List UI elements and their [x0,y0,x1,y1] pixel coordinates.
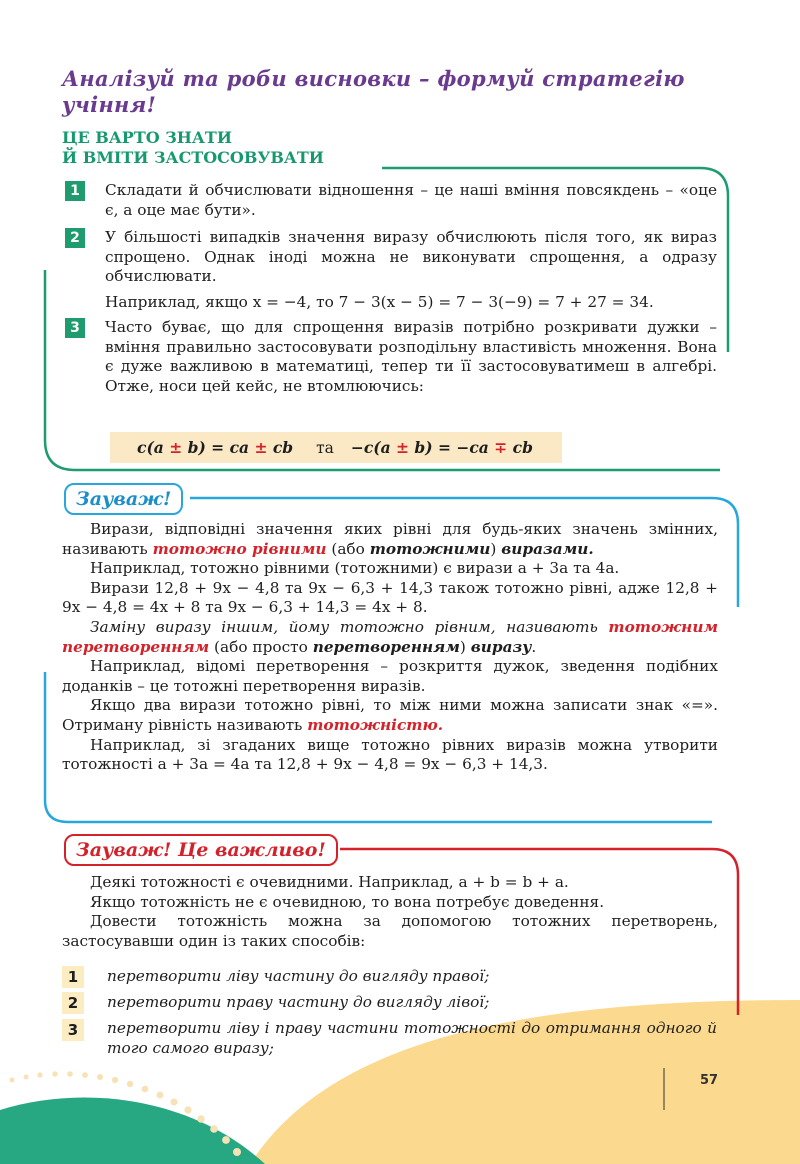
know-box-title-line1: ЦЕ ВАРТО ЗНАТИ [62,128,232,147]
know-item-3-text: Часто буває, що для спрощення виразів потрібно розкривати дужки – вміння правильно застосовувати розподільну властивість множення. Вона є дуже важливою в математиці, тепер ти її застосовуватимеш в алгебрі. Отже, носи цей кейс, не втомлюючись: [105,318,717,395]
method-3-text: перетворити ліву і праву частини тотожності до отримання одного й того самого виразу; [107,1019,717,1057]
formula-left-part3: cb [267,438,294,457]
section-heading-line2: учіння! [62,92,157,117]
note1-p4-text-b: (або просто [209,637,313,656]
formula-connector: та [316,439,334,457]
term-identical-transformation: тотожним перетворенням [62,617,718,656]
note1-p1-text-c: ) [490,539,502,558]
term-transformation: перетворенням [312,637,460,656]
note1-p4-text-c: ) [459,637,471,656]
method-2-text: перетворити праву частину до вигляду лівої; [107,993,490,1011]
note2-content [62,873,718,951]
term-of-expression: виразу [470,637,532,656]
formula-right-part3: cb [507,438,533,457]
term-identical: тотожними [369,539,491,558]
formula-right-part1: −c(a [350,438,397,457]
note1-identity-def [62,696,718,735]
know-box-title-line2: Й ВМІТИ ЗАСТОСОВУВАТИ [62,148,324,167]
section-heading-line1: Аналізуй та роби висновки – формуй стратегію [62,66,685,91]
formula-left-part2: b) = ca [182,438,255,457]
note1-p6-text-a: Якщо два вирази тотожно рівні, то між ними можна записати знак «=». Отриману рівність називають [62,696,718,734]
know-item-2-number: 2 [65,228,85,248]
note-badge-attention: Зауваж! [64,483,183,515]
page-number: 57 [700,1073,719,1088]
method-2-number: 2 [62,992,84,1014]
term-identically-equal: тотожно рівними [152,539,327,558]
distributive-formula [110,432,562,463]
note1-example3: Наприклад, відомі перетворення – розкриття дужок, зведення подібних доданків – це тотожні перетворення виразів. [62,657,718,695]
note1-example2: Вирази 12,8 + 9x − 4,8 та 9x − 6,3 + 14,3 також тотожно рівні, адже 12,8 + 9x − 4,8 = 4x + 8 та 9x − 6,3 + 14,3 = 4x + 8. [62,578,718,617]
term-identity: тотожністю. [307,715,444,734]
formula-left-pm: ± [169,438,183,457]
note2-p3: Довести тотожність можна за допомогою тотожних перетворень, застосувавши один із таких способів: [62,912,718,950]
know-item-1-text: Складати й обчислювати відношення – це наші вміння повсякдень – «оце є, а оце має бути». [105,181,717,219]
formula-left-part1: c(a [137,438,170,457]
note1-p1-text-b: (або [326,539,370,558]
know-item-2-text: У більшості випадків значення виразу обчислюють після того, як вираз спрощено. Однак іноді можна не виконувати спрощення, а одразу обчислювати. [105,228,717,286]
know-item-1-number: 1 [65,181,85,201]
method-1-text: перетворити ліву частину до вигляду правої; [107,967,490,985]
section-heading [62,66,702,118]
note2-p1: Деякі тотожності є очевидними. Наприклад, a + b = b + a. [90,873,569,891]
note1-p4-text-d: . [531,637,537,656]
formula-right-mp: ∓ [494,438,508,457]
term-expressions: виразами. [501,539,594,558]
know-box-title [62,128,324,168]
note-badge-important: Зауваж! Це важливо! [64,834,338,866]
know-item-3-number: 3 [65,318,85,338]
formula-right-pm: ± [396,438,410,457]
formula-left-pm2: ± [254,438,268,457]
bottom-green-shape [0,1098,265,1164]
note1-p1-text-a: Вирази, відповідні значення яких рівні для будь-яких значень змінних, називають [62,520,718,558]
formula-right-part2: b) = −ca [409,438,495,457]
method-1-number: 1 [62,966,84,988]
note2-p2: Якщо тотожність не є очевидною, то вона потребує доведення. [90,892,605,911]
method-3-number: 3 [62,1019,84,1041]
note1-p4-text-a: Заміну виразу іншим, йому тотожно рівним, називають [90,617,609,636]
note1-example4: Наприклад, зі згаданих вище тотожно рівних виразів можна утворити тотожності a + 3a = 4a та 12,8 + 9x − 4,8 = 9x − 6,3 + 14,3. [62,735,718,774]
note1-transformation-def [62,618,718,657]
know-item-2-example: Наприклад, якщо x = −4, то 7 − 3(x − 5) = 7 − 3(−9) = 7 + 27 = 34. [105,293,654,311]
note1-definition [62,520,718,559]
note1-content [62,520,718,775]
note1-example1: Наприклад, тотожно рівними (тотожними) є вирази a + 3a та 4a. [90,559,620,578]
